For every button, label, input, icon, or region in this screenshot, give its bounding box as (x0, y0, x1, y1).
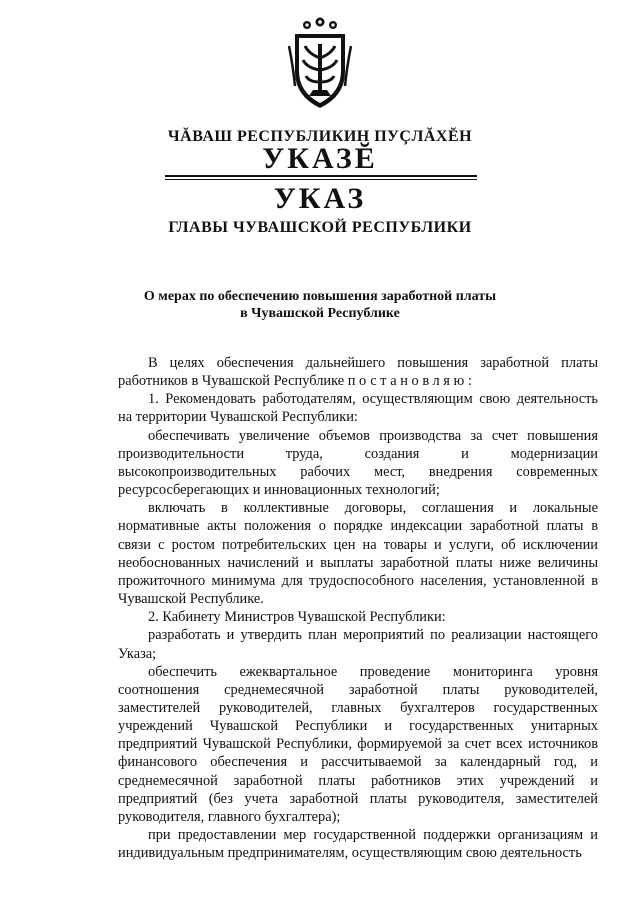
body-paragraph: включать в коллективные договоры, соглашения и локальные нормативные акты положения о порядке индексации заработной платы в связи с ростом потребительских цен на товары и услуги, об исключении необоснованных начислений и выплаты заработной платы ниже величины прожиточного минимума для трудоспособного населения, установленной в Чувашской Республике. (118, 500, 598, 608)
body-text: В целях обеспечения дальнейшего повышения заработной платы работников в Чувашской Республике (118, 355, 598, 390)
header-divider (165, 175, 477, 177)
decree-subject-title (0, 288, 640, 322)
decree-subject-line: в Чувашской Республике (240, 306, 400, 321)
chuvash-header-line: ЧĂВАШ РЕСПУБЛИКИН ПУÇЛĂХĔН (167, 128, 473, 145)
body-paragraph: обеспечить ежеквартальное проведение мониторинга уровня соотношения среднемесячной заработной платы руководителей, заместителей руководителей, главных бухгалтеров государственных учреждений Чувашской Республики и государственных унитарных предприятий Чувашской Республики, формируемой за счет всех источников финансового обеспечения и рассчитываемой за календарный год, и среднемесячной заработной платы работников этих учреждений и предприятий (без учета заработной платы руководителя, заместителей руководителя, главного бухгалтера); (118, 663, 598, 825)
decree-word: постановляю: (347, 373, 476, 390)
chuvash-decree-title: УКАЗĔ (262, 142, 378, 175)
body-paragraph (118, 354, 598, 390)
russian-header-line: ГЛАВЫ ЧУВАШСКОЙ РЕСПУБЛИКИ (168, 219, 472, 236)
body-paragraph: разработать и утвердить план мероприятий по реализации настоящего Указа; (118, 627, 598, 662)
coat-of-arms-emblem (287, 16, 353, 112)
decree-subject-line: О мерах по обеспечению повышения заработной платы (143, 289, 497, 304)
header-divider (165, 179, 477, 180)
body-paragraph: 1. Рекомендовать работодателям, осуществляющим свою деятельность на территории Чувашской Республики: (118, 391, 598, 426)
body-paragraph: обеспечивать увеличение объемов производства за счет повышения производительности труда, создания и модернизации высокопроизводительных рабочих мест, внедрения современных ресурсосберегающих и инновационных технологий; (118, 427, 598, 499)
body-paragraph: 2. Кабинету Министров Чувашской Республики: (148, 609, 446, 626)
body-paragraph: при предоставлении мер государственной поддержки организациям и индивидуальным предпринимателям, осуществляющим свою деятельность (118, 827, 598, 862)
decree-body (118, 354, 598, 862)
russian-decree-title: УКАЗ (273, 182, 367, 215)
